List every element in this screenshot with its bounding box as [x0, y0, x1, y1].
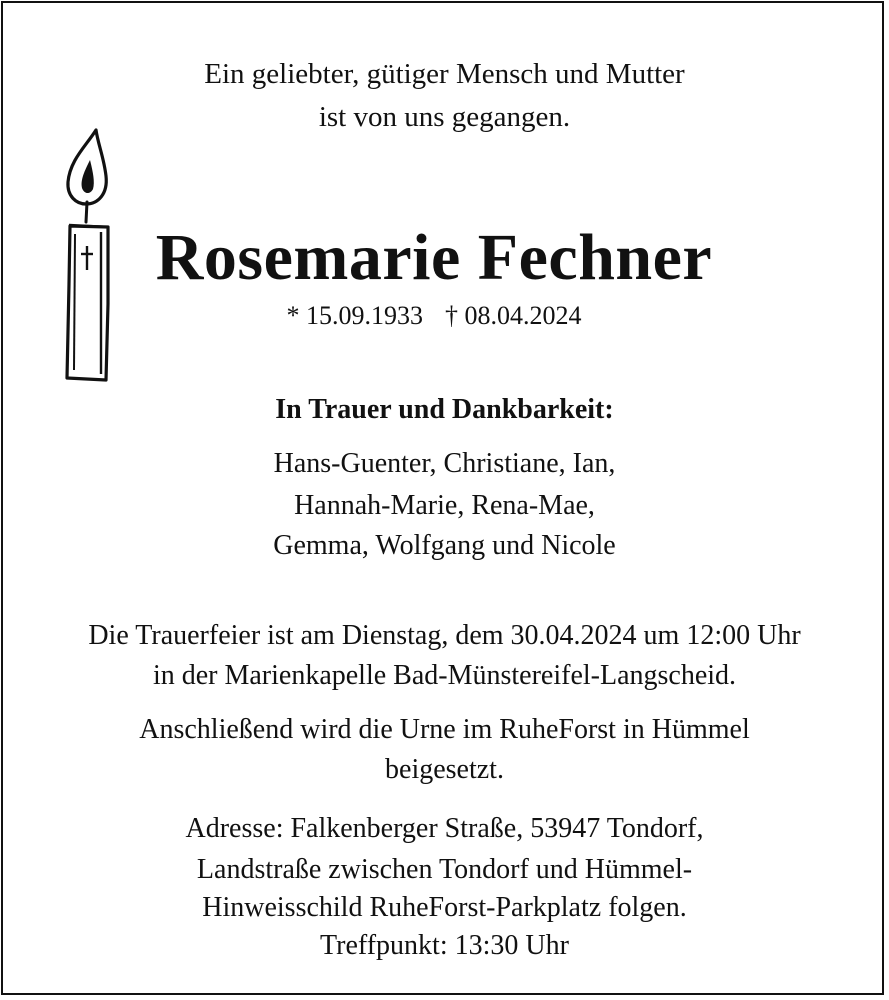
birth-date: * 15.09.1933 [286, 301, 423, 330]
ceremony-line-2: in der Marienkapelle Bad-Münstereifel-Langscheid. [152, 660, 737, 691]
burial-line-2: beigesetzt. [385, 754, 504, 785]
life-dates [54, 299, 814, 333]
intro-line-1: Ein geliebter, gütiger Mensch und Mutter [204, 58, 685, 90]
mourners-heading: In Trauer und Dankbarkeit: [275, 394, 614, 425]
intro-line-2: ist von uns gegangen. [318, 101, 571, 133]
ceremony-line-1: Die Trauerfeier ist am Dienstag, dem 30.04.2024 um 12:00 Uhr [88, 620, 801, 651]
meeting-time: Treffpunkt: 13:30 Uhr [320, 930, 569, 961]
mourners-line-2: Hannah-Marie, Rena-Mae, [294, 490, 595, 521]
directions-line-2: Landstraße zwischen Tondorf und Hümmel- [196, 854, 693, 885]
directions-line-1: Adresse: Falkenberger Straße, 53947 Tondorf, [185, 813, 704, 844]
deceased-name: Rosemarie Fechner [155, 221, 713, 294]
mourners-line-1: Hans-Guenter, Christiane, Ian, [273, 448, 616, 479]
burial-line-1: Anschließend wird die Urne im RuheForst in Hümmel [139, 714, 750, 745]
mourners-line-3: Gemma, Wolfgang und Nicole [273, 530, 616, 561]
directions-line-3: Hinweisschild RuheForst-Parkplatz folgen. [202, 892, 687, 923]
death-date: † 08.04.2024 [445, 301, 582, 330]
